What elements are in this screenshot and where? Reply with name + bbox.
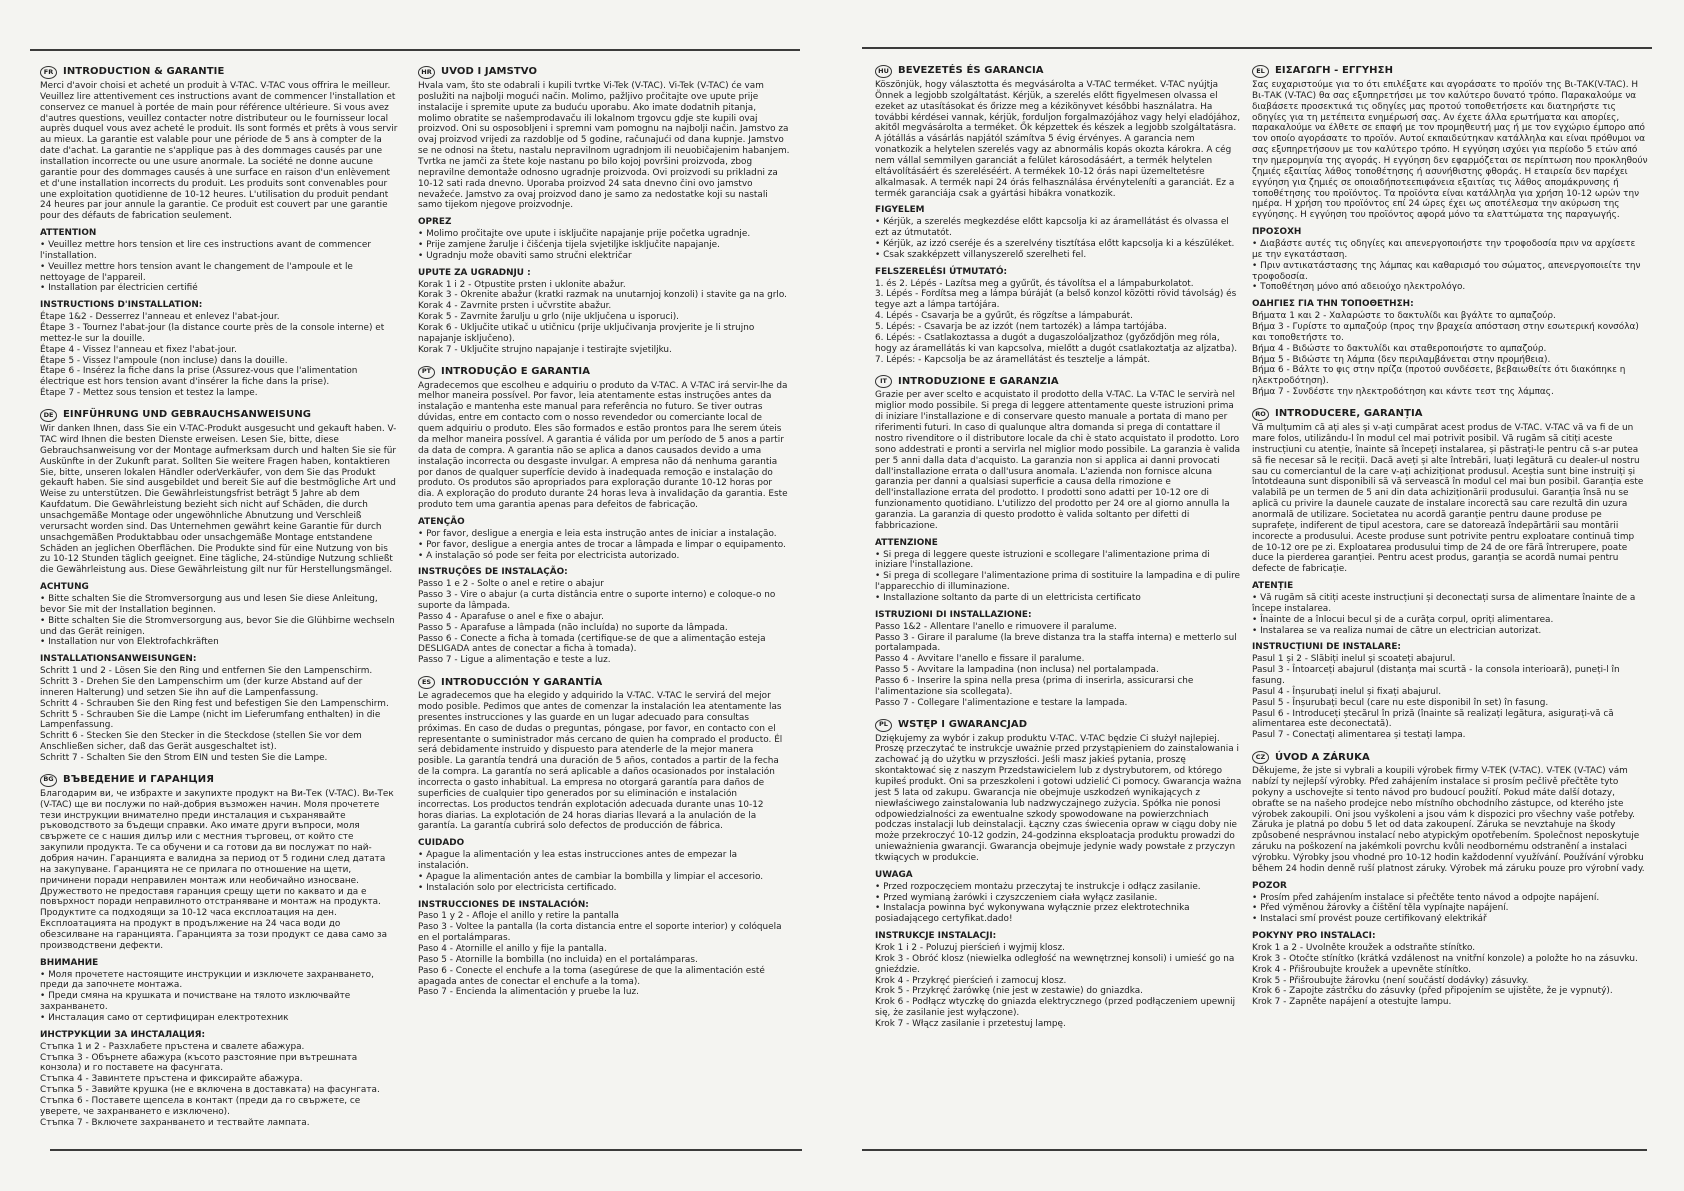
installation-step: Βήμα 4 - Βιδώστε το δακτυλίδι και σταθεροποιήστε το αμπαζούρ. bbox=[1252, 343, 1547, 354]
installation-steps bbox=[1252, 943, 1648, 1008]
warning-heading: ΠΡΟΣΟΧΗ bbox=[1252, 227, 1302, 238]
warning-item: • Instalarea se va realiza numai de către un electrician autorizat. bbox=[1252, 626, 1648, 637]
installation-step: Étape 7 - Mettez sous tension et testez la lampe. bbox=[40, 388, 258, 399]
intro-paragraph: Σας ευχαριστούμε για το ότι επιλέξατε και αγοράσατε το προϊόν της Βι-ΤΑΚ(V-TAC). Η Βι-ΤΑΚ (V-TAC) θα σας εξυπηρετήσει με τον καλύτερο δυνατό τρόπο. Παρακαλούμε να διαβάσετε προσεκτικά τις οδηγίες μας προτού τοποθετήσετε και διατηρήστε τις οδηγίες για τη μετέπειτα ενημέρωσή σας. Αν έχετε άλλα ερωτήματα και απορίες, παρακαλούμε να έλθετε σε επαφή με τον προμηθευτή μας ή με τον εγχώριο έμπορο από τον οποίο αγοράσατε το προϊόν. Αυτοί εκπαιδεύτηκαν κατάλληλα και είναι πρόθυμοι να σας εξυπηρετήσουν με τον καλύτερο τρόπο. Η εγγύηση ισχύει για περίοδο 5 ετών από την ημερομηνία της αγοράς. Η εγγύηση δεν εφαρμόζεται σε περίπτωση που προκληθούν ζημιές εξαιτίας λάθος τοποθέτησης ή ασυνήθιστης φθοράς. Η εταιρεία δεν παρέχει εγγύηση για ζημιές σε οποιαδήποτεεπιφάνεια εξαιτίας τις λάθος απομάκρυνσης ή τοποθέτησης του προϊόντος. Τα προϊόντα είναι κατάλληλα για χρήση 10-12 ωρών την ημέρα. Η χρήση του προϊόντος επί 24 ώρες έχει ως αποτέλεσμα την ακύρωση της εγγύησης. Η εγγύηση του προϊόντος αφορά μόνο τα ελαττώματα της παραγωγής. bbox=[1252, 80, 1648, 221]
intro-paragraph: Merci d'avoir choisi et acheté un produit à V-TAC. V-TAC vous offrira le meilleur. Veuillez lire attentivement ces instructions avant de commencer l'installation et conservez ce manuel à portée de main pour référence ultérieure. Si vous avez d'autres questions, veuillez contacter notre distributeur ou le fournisseur local auprès duquel vous avez acheté le produit. Ils sont formés et prêts à vous servir au mieux. La garantie est valable pour une période de 5 ans à compter de la date d'achat. La garantie ne s'applique pas à des dommages causés par une installation incorrecte ou une usure anormale. La société ne donne aucune garantie pour des dommages causés à une surface en raison d'un enlèvement et d'une installation incorrects du produit. Les produits sont convenables pour une exploitation quotidienne de 10-12 heures. L'utilisation du produit pendant 24 heures par jour annule la garantie. Ce produit est couvert par une garantie pour des défauts de fabrication seulement. bbox=[40, 81, 398, 222]
warning-item: • A instalação só pode ser feita por electricista autorizado. bbox=[418, 551, 790, 562]
section-header bbox=[418, 366, 790, 379]
installation-heading: INSTRUKCJE INSTALACJI: bbox=[875, 931, 997, 942]
installation-step: Βήμα 6 - Βάλτε το φις στην πρίζα (προτού συνδέσετε, βεβαιωθείτε ότι διακόπηκε η ηλεκτροδότηση). bbox=[1252, 365, 1626, 387]
warning-item: • Prosím před zahájením instalace si přečtěte tento návod a odpojte napájení. bbox=[1252, 893, 1648, 904]
installation-step: Pasul 3 - Întoarceți abajurul (distanța mai scurtă - la consola interioară), puneți-l în fasung. bbox=[1252, 665, 1620, 686]
installation-step: Krok 4 - Przykręć pierścień i zamocuj klosz. bbox=[875, 975, 1067, 986]
warning-item: • Przed wymianą żarówki i czyszczeniem ciała wyłącz zasilanie. bbox=[875, 893, 1243, 904]
intro-paragraph: Agradecemos que escolheu e adquiriu o produto da V-TAC. A V-TAC irá servir-lhe da melhor maneira possível. Por favor, leia atentamente estas instruções antes da instalação e mantenha este manual para referência no futuro. Se tiver outras dúvidas, entre em contacto com o nosso revendedor ou comerciante local de quem adquiriu o produto. Eles são formados e estão prontos para lhe serem úteis da melhor maneira possível. A garantia é válida por um período de 5 anos a partir da data de compra. A garantia não se aplica a danos causados devido a uma instalação incorrecta ou desgaste invulgar. A empresa não dá nenhuma garantia por danos de qualquer superfície devido à inadequada remoção e instalação do produto. Os produtos são apropriados para exploração durante 10-12 horas por dia. A exploração do produto durante 24 horas leva à invalidação da garantia. Este produto tem uma garantia apenas para defeitos de fabricação. bbox=[418, 380, 788, 511]
installation-heading: ΟΔΗΓΙΕΣ ΓΙΑ ΤΗΝ ΤΟΠΟΘΕΤΗΣΗ: bbox=[1252, 299, 1414, 310]
installation-step: 1. és 2. Lépés - Lazítsa meg a gyűrűt, és távolítsa el a lámpaburkolatot. bbox=[875, 278, 1194, 289]
installation-step: Schritt 3 - Drehen Sie den Lampenschirm um (der kurze Abstand auf der inneren Halterung) und setzen Sie ihn auf die Lampenfassung. bbox=[40, 676, 363, 698]
section-header bbox=[418, 66, 790, 79]
installation-step: Paso 4 - Atornille el anillo y fije la pantalla. bbox=[418, 944, 607, 955]
section-es bbox=[418, 676, 790, 998]
section-header bbox=[1252, 408, 1648, 421]
installation-step: Paso 1 y 2 - Afloje el anillo y retire la pantalla bbox=[418, 911, 619, 922]
installation-step: Βήμα 5 - Βιδώστε τη λάμπα (δεν περιλαμβάνεται στην προμήθεια). bbox=[1252, 354, 1551, 365]
warning-heading: ACHTUNG bbox=[40, 582, 89, 593]
language-code-badge: IT bbox=[875, 375, 892, 388]
warning-item: • Моля прочетете настоящите инструкции и изключете захранването, преди да започнете монтажа. bbox=[40, 970, 398, 992]
section-title: ВЪВЕДЕНИЕ И ГАРАНЦИЯ bbox=[63, 774, 215, 786]
installation-step: Βήμα 7 - Συνδέστε την ηλεκτροδότηση και κάντε τεστ της λάμπας. bbox=[1252, 387, 1554, 398]
section-header bbox=[40, 409, 398, 422]
warning-item: • Por favor, desligue a energia antes de trocar a lâmpada e limpar o equipamento. bbox=[418, 540, 790, 551]
section-bg bbox=[40, 774, 398, 1129]
column-4 bbox=[1252, 65, 1648, 1018]
installation-step: Passo 1 e 2 - Solte o anel e retire o abajur bbox=[418, 579, 604, 590]
section-header bbox=[418, 676, 790, 689]
installation-step: Paso 5 - Atornille la bombilla (no incluida) en el portalámparas. bbox=[418, 954, 698, 965]
installation-step: Passo 3 - Girare il paralume (la breve distanza tra la staffa interna) e metterlo sul portalampada. bbox=[875, 632, 1237, 654]
warning-item: • Kérjük, a szerelés megkezdése előtt kapcsolja ki az áramellátást és olvassa el ezt az útmutatót. bbox=[875, 217, 1243, 239]
warning-item: • Apague la alimentación antes de cambiar la bombilla y limpiar el accesorio. bbox=[418, 872, 790, 883]
installation-step: Krok 3 - Obróć klosz (niewielka odległość na wewnętrznej konsoli) i umieść go na gnieździe. bbox=[875, 953, 1235, 975]
warning-list bbox=[40, 970, 398, 1024]
installation-heading: ИНСТРУКЦИИ ЗА ИНСТАЛАЦИЯ: bbox=[40, 1029, 206, 1040]
warning-item: • Apague la alimentación y lea estas instrucciones antes de empezar la instalación. bbox=[418, 850, 790, 872]
warning-item: • Instalaci smí provést pouze certifikovaný elektrikář bbox=[1252, 914, 1648, 925]
section-pl bbox=[875, 719, 1243, 1030]
installation-step: Passo 5 - Avvitare la lampadina (non inclusa) nel portalampada. bbox=[875, 665, 1159, 676]
installation-step: Стъпка 5 - Завийте крушка (не е включена в доставката) на фасунгата. bbox=[40, 1085, 380, 1096]
bottom-rule-right bbox=[862, 1149, 1647, 1151]
installation-step: Korak 5 - Zavrnite žarulju u grlo (nije uključena u isporuci). bbox=[418, 312, 680, 323]
warning-item: • Înainte de a înlocui becul și de a curăța corpul, opriți alimentarea. bbox=[1252, 615, 1648, 626]
warning-list bbox=[40, 594, 398, 648]
intro-paragraph: Wir danken Ihnen, dass Sie ein V-TAC-Produkt ausgesucht und gekauft haben. V-TAC wird Ihnen die besten Dienste erweisen. Lesen Sie, bitte, diese Gebrauchsanweisung vor der Montage aufmerksam durch und halten Sie sie für Auskünfte in der Zukunft parat. Sollten Sie weitere Fragen haben, kontaktieren Sie, bitte, unseren lokalen Händler oderVerkäufer, von dem Sie das Produkt gekauft haben. Sie sind ausgebildet und bereit Sie auf die bestmögliche Art und Weise zu unterstützen. Die Gewährleistungsfrist beträgt 5 Jahre ab dem Kaufdatum. Die Gewährleistung bezieht sich nicht auf Schäden, die durch unsachgemäße Montage oder ungewöhnliche Abnutzung und Verschleiß verursacht worden sind. Das Unternehmen gewährt keine Garantie für durch unsachgemäßen Produktabbau oder unsachgemäße Montage entstandene Schäden an jeglichen Oberflächen. Die Produkte sind für eine Nutzung von bis zu 10-12 Stunden täglich geeignet. Eine tägliche, 24-stündige Nutzung schließt die Gewährleistung aus. Diese Gewährleistung gilt nur für Herstellungsmängel. bbox=[40, 424, 397, 576]
installation-heading: UPUTE ZA UGRADNJU : bbox=[418, 267, 531, 278]
warning-heading: ATTENTION bbox=[40, 228, 97, 239]
section-fr bbox=[40, 66, 398, 399]
installation-step: Passo 3 - Vire o abajur (a curta distância entre o suporte interno) e coloque-o no suporte da lâmpada. bbox=[418, 590, 776, 611]
section-el bbox=[1252, 65, 1648, 398]
installation-step: 6. Lépés: - Csatlakoztassa a dugót a dugaszolóaljzathoz (győződjön meg róla, hogy az áramellátás ki van kapcsolva, mielőtt a dugót csatlakoztatja az aljzatba). bbox=[875, 332, 1238, 354]
warning-item: • Molimo pročitajte ove upute i isključite napajanje prije početka ugradnje. bbox=[418, 229, 790, 240]
installation-step: Krok 7 - Zapněte napájení a otestujte lampu. bbox=[1252, 997, 1452, 1008]
warning-heading: ВНИМАНИЕ bbox=[40, 957, 99, 968]
section-title: INTRODUCCIÓN Y GARANTÍA bbox=[441, 676, 603, 688]
warning-list bbox=[875, 217, 1243, 260]
warning-heading: UWAGA bbox=[875, 869, 913, 880]
installation-step: Passo 7 - Ligue a alimentação e teste a luz. bbox=[418, 655, 611, 666]
installation-steps bbox=[418, 911, 790, 998]
installation-step: Krok 7 - Włącz zasilanie i przetestuj lampę. bbox=[875, 1019, 1066, 1030]
installation-step: Pasul 1 și 2 - Slăbiți inelul și scoateți abajurul. bbox=[1252, 654, 1456, 665]
warning-item: • Τοποθέτηση μόνο από αδειούχο ηλεκτρολόγο. bbox=[1252, 282, 1648, 293]
installation-step: Krok 5 - Przykręć żarówkę (nie jest w zestawie) do gniazdka. bbox=[875, 986, 1143, 997]
installation-heading: ISTRUZIONI DI INSTALLAZIONE: bbox=[875, 609, 1032, 620]
warning-item: • Csak szakképzett villanyszerelő szerelheti fel. bbox=[875, 250, 1243, 261]
installation-step: Étape 1&2 - Desserrez l'anneau et enlevez l'abat-jour. bbox=[40, 312, 280, 323]
language-code-badge: PT bbox=[418, 366, 435, 379]
column-2 bbox=[418, 66, 790, 1008]
intro-paragraph: Le agradecemos que ha elegido y adquirido la V-TAC. V-TAC le servirá del mejor modo posible. Pedimos que antes de comenzar la instalación lea atentamente las presentes instrucciones y las guarde en un lugar adecuado para consultas próximas. En caso de dudas o preguntas, póngase, por favor, en contacto con el representante o suministrador más cercano de quien ha comprado el producto. Él será debidamente instruido y dispuesto para atenderle de la mejor manera posible. La garantía tendrá una duración de 5 años, contados a partir de la fecha de la compra. La garantía no será aplicable a daños ocasionados por instalación incorrecta o gasto inhabitual. La empresa no otorgará garantía para daños de superficies de cualquier tipo generados por su eliminación e instalación incorrectas. Los productos tendrán explotación adecuada durante unas 10-12 horas diarias. La explotación de 24 horas diarias llevará a la anulación de la garantía. La garantía cubrirá solo defectos de producción de fábrica. bbox=[418, 691, 783, 832]
warning-list bbox=[875, 550, 1243, 604]
installation-step: Passo 4 - Aparafuse o anel e fixe o abajur. bbox=[418, 611, 604, 622]
installation-steps bbox=[875, 943, 1243, 1030]
warning-item: • Installation par électricien certifié bbox=[40, 283, 398, 294]
installation-steps bbox=[40, 666, 398, 764]
installation-step: Стъпка 1 и 2 - Разхлабете пръстена и свалете абажура. bbox=[40, 1041, 305, 1052]
installation-step: Krok 6 - Podłącz wtyczkę do gniazda elektrycznego (przed podłączeniem upewnij się, że zasilanie jest wyłączone). bbox=[875, 997, 1236, 1019]
installation-step: Schritt 7 - Schalten Sie den Strom EIN und testen Sie die Lampe. bbox=[40, 752, 328, 763]
installation-step: Paso 7 - Encienda la alimentación y pruebe la luz. bbox=[418, 987, 639, 998]
installation-step: Pasul 6 - Introduceți ștecărul în priză (înainte să realizați legătura, asigurați-vă că alimentarea este deconectată). bbox=[1252, 708, 1614, 730]
section-title: UVOD I JAMSTVO bbox=[441, 66, 538, 78]
section-title: ΕΙΣΑΓΩΓΗ - ΕΓΓΥΗΣΗ bbox=[1275, 65, 1394, 77]
warning-list bbox=[875, 882, 1243, 925]
installation-step: Étape 5 - Vissez l'ampoule (non incluse) dans la douille. bbox=[40, 355, 288, 366]
intro-paragraph: Hvala vam, što ste odabrali i kupili tvrtke Vi-Tek (V-TAC). Vi-Tek (V-TAC) će vam poslužiti na najbolji mogući način. Molimo, pažljivo pročitajte ove upute prije instalacije i spremite upute za buduću uporabu. Ako imate dodatnih pitanja, molimo obratite se našemprodavaču ili lokalnom trgovcu gdje ste kupili ovaj proizvod. Oni su osposobljeni i spremni vam pomognu na najbolji način. Jamstvo za ovaj proizvod vrijedi za razdoblje od 5 godine, računajući od dana kupnje. Jamstvo se ne odnosi na štetu, nastalu nepravilnom ugradnjom ili neuobičajenim habanjem. Tvrtka ne jamči za štete koje nastanu po bilo kojoj površini proizvoda, zbog nepravilne demontaže odnosno ugradnje proizvoda. Ovi proizvodi su prikladni za 10-12 sati rada dnevno. Uporaba proizvod 24 sata dnevno čini ovo jamstvo nevažeće. Jamstvo za ovaj proizvod dano je samo za nedostatke koji su nastali samo tijekom njegove proizvodnje. bbox=[418, 81, 790, 211]
installation-heading: FELSZERELÉSI ÚTMUTATÓ: bbox=[875, 266, 1008, 277]
installation-step: Pasul 4 - Înșurubați inelul și fixați abajurul. bbox=[1252, 686, 1442, 697]
section-header bbox=[1252, 65, 1648, 78]
language-code-badge: DE bbox=[40, 409, 57, 422]
installation-step: Βήμα 3 - Γυρίστε το αμπαζούρ (προς την βραχεία απόσταση στην εσωτερική κονσόλα) και τοποθετήστε το. bbox=[1252, 322, 1639, 343]
installation-step: 3. Lépés - Fordítsa meg a lámpa búráját (a belső konzol közötti rövid távolság) és tegye azt a lámpa tartójára. bbox=[875, 289, 1237, 311]
language-code-badge: FR bbox=[40, 66, 57, 79]
warning-item: • Por favor, desligue a energia e leia esta instrução antes de iniciar a instalação. bbox=[418, 529, 790, 540]
installation-step: Korak 3 - Okrenite abažur (kratki razmak na unutarnjoj konzoli) i stavite ga na grlo. bbox=[418, 290, 787, 301]
warning-item: • Инсталация само от сертифициран електротехник bbox=[40, 1013, 398, 1024]
installation-step: Schritt 6 - Stecken Sie den Stecker in die Steckdose (stellen Sie vor dem Anschließen sicher, daß das Gerät ausgeschaltet ist). bbox=[40, 731, 362, 753]
warning-item: • Bitte schalten Sie die Stromversorgung aus und lesen Sie diese Anleitung, bevor Sie mit der Installation beginnen. bbox=[40, 594, 398, 616]
installation-heading: INSTRUCCIONES DE INSTALACIÓN: bbox=[418, 899, 589, 910]
warning-heading: ATENÇÃO bbox=[418, 516, 465, 527]
warning-item: • Bitte schalten Sie die Stromversorgung aus, bevor Sie die Glühbirne wechseln und das Gerät reinigen. bbox=[40, 616, 398, 638]
section-title: BEVEZETÉS ÉS GARANCIA bbox=[898, 65, 1044, 77]
installation-step: Passo 6 - Conecte a ficha à tomada (certifique-se de que a alimentação esteja DESLIGADA antes de conectar a ficha à tomada). bbox=[418, 633, 766, 655]
installation-steps bbox=[1252, 311, 1648, 398]
installation-heading: POKYNY PRO INSTALACI: bbox=[1252, 931, 1376, 942]
section-title: WSTĘP I GWARANCJAD bbox=[898, 718, 1028, 730]
warning-list bbox=[1252, 239, 1648, 293]
section-header bbox=[875, 65, 1243, 78]
language-code-badge: ES bbox=[418, 676, 435, 689]
installation-heading: INSTRUCȚIUNI DE INSTALARE: bbox=[1252, 642, 1401, 653]
top-rule-right bbox=[862, 47, 1652, 49]
installation-steps bbox=[40, 312, 398, 399]
installation-step: Korak 4 - Zavrnite prsten i učvrstite abažur. bbox=[418, 301, 612, 312]
installation-step: Korak 1 i 2 - Otpustite prsten i uklonite abažur. bbox=[418, 279, 626, 290]
installation-step: Korak 7 - Uključite strujno napajanje i testirajte svjetiljku. bbox=[418, 344, 672, 355]
installation-heading: INSTRUÇÕES DE INSTALAÇÃO: bbox=[418, 567, 568, 578]
warning-heading: ATENȚIE bbox=[1252, 581, 1294, 592]
warning-item: • Installazione soltanto da parte di un elettricista certificato bbox=[875, 593, 1243, 604]
installation-step: Krok 5 - Přišroubujte žárovku (není součástí dodávky) zásuvky. bbox=[1252, 975, 1529, 986]
bottom-rule-left bbox=[50, 1149, 802, 1151]
installation-step: Korak 6 - Uključite utikač u utičnicu (prije uključivanja provjerite je li strujno napajanje isključeno). bbox=[418, 323, 755, 344]
warning-item: • Před výměnou žárovky a čištění těla vypínajte napájení. bbox=[1252, 903, 1648, 914]
warning-item: • Διαβάστε αυτές τις οδηγίες και απενεργοποιήστε την τροφοδοσία πριν να αρχίσετε με την εγκατάσταση. bbox=[1252, 239, 1648, 261]
language-code-badge: CZ bbox=[1252, 751, 1269, 764]
section-title: ÚVOD A ZÁRUKA bbox=[1275, 751, 1370, 763]
installation-step: Paso 3 - Voltee la pantalla (la corta distancia entre el soporte interior) y colóquela en el portalámparas. bbox=[418, 922, 782, 944]
section-title: EINFÜHRUNG UND GEBRAUCHSANWEISUNG bbox=[63, 409, 312, 421]
installation-steps bbox=[418, 280, 790, 356]
warning-list bbox=[418, 529, 790, 562]
language-code-badge: BG bbox=[40, 774, 57, 787]
section-ro bbox=[1252, 408, 1648, 741]
installation-step: Krok 4 - Přišroubujte kroužek a upevněte stínítko. bbox=[1252, 964, 1471, 975]
installation-step: Schritt 5 - Schrauben Sie die Lampe (nicht im Lieferumfang enthalten) in die Lampenfassung. bbox=[40, 709, 381, 731]
section-pt bbox=[418, 366, 790, 666]
warning-list bbox=[418, 229, 790, 262]
installation-step: Passo 6 - Inserire la spina nella presa (prima di inserirla, assicurarsi che l'alimentazione sia scollegata). bbox=[875, 675, 1194, 697]
section-title: INTRODUCTION & GARANTIE bbox=[63, 66, 225, 78]
installation-step: Passo 4 - Avvitare l'anello e fissare il paralume. bbox=[875, 654, 1085, 665]
installation-step: Pasul 5 - Înșurubați becul (care nu este disponibil în set) în fasung. bbox=[1252, 697, 1549, 708]
installation-step: Krok 1 i 2 - Poluzuj pierścień i wyjmij klosz. bbox=[875, 943, 1065, 954]
installation-step: Krok 6 - Zapojte zástrčku do zásuvky (před připojením se ujistěte, že je vypnutý). bbox=[1252, 986, 1613, 997]
section-header bbox=[875, 719, 1243, 732]
language-code-badge: EL bbox=[1252, 65, 1269, 78]
warning-heading: CUIDADO bbox=[418, 838, 465, 849]
warning-list bbox=[1252, 593, 1648, 636]
section-hr bbox=[418, 66, 790, 356]
installation-step: Passo 1&2 - Allentare l'anello e rimuovere il paralume. bbox=[875, 621, 1117, 632]
warning-item: • Instalacja powinna być wykonywana wyłącznie przez elektrotechnika posiadającego certyfikat.dado! bbox=[875, 903, 1243, 925]
installation-step: Passo 5 - Aparafuse a lâmpada (não incluída) no suporte da lâmpada. bbox=[418, 622, 728, 633]
installation-step: Стъпка 4 - Завинтете пръстена и фиксирайте абажура. bbox=[40, 1074, 303, 1085]
warning-list bbox=[40, 240, 398, 294]
installation-steps bbox=[40, 1042, 398, 1129]
intro-paragraph: Grazie per aver scelto e acquistato il prodotto della V-TAC. La V-TAC le servirà nel miglior modo possibile. Si prega di leggere attentamente queste istruzioni prima di iniziare l'installazione e di conservare questo manuale a portata di mano per riferimenti futuri. In caso di qualunque altra domanda si prega di contattare il nostro rivenditore o il distributore locale da chi è stato acquistato il prodotto. Loro sono addestrati e pronti a servirla nel miglior modo possibile. La garanzia è valida per 5 anni dalla data d'acquisto. La garanzia non si applica ai danni provocati dall'installazione errata o dall'usura anomala. L'azienda non fornisce alcuna garanzia per danni a qualsiasi superficie a causa della rimozione e dell'installazione errata del prodotto. I prodotti sono adatti per 10-12 ore di funzionamento quotidiano. L'utilizzo del prodotto per 24 ore al giorno annulla la garanzia. La garanzia di questo prodotto è valida soltanto per difetti di fabbricazione. bbox=[875, 390, 1241, 531]
installation-step: Стъпка 7 - Включете захранването и тествайте лампата. bbox=[40, 1117, 310, 1128]
section-title: INTRODUÇÃO E GARANTIA bbox=[441, 366, 591, 378]
warning-list bbox=[418, 850, 790, 893]
installation-step: 4. Lépés - Csavarja be a gyűrűt, és rögzítse a lámpaburát. bbox=[875, 311, 1133, 322]
warning-heading: OPREZ bbox=[418, 217, 452, 228]
installation-step: 5. Lépés: - Csavarja be az izzót (nem tartozék) a lámpa tartójába. bbox=[875, 322, 1167, 333]
intro-paragraph: Dziękujemy za wybór i zakup produktu V-TAC. V-TAC będzie Ci służył najlepiej. Proszę przeczytać te instrukcje uważnie przed przystąpieniem do zainstalowania i zachować ją do użytku w przyszłości. Jeśli masz jakieś pytania, proszę skontaktować się z naszym Przedstawicielem lub z dystrybutorem, od którego kupiłeś produkt. Oni sa przeszkoleni i gotowi udzielić Ci pomocy. Gwarancja ważna jest 5 lata od zakupu. Gwarancja nie obejmuje uszkodzeń wynikających z niewłaściwego zainstalowania lub nadzwyczajnego zużycia. Spółka nie ponosi odpowiedzialności za ewentualne szkody spowodowane na powierzchniach podczas instalacji lub deinstalacji. Łączny czas świecenia opraw w ciągu doby nie może przekroczyć 10-12 godzin, 24-godzinna eksploatacja produktu prowadzi do unieważnienia gwarancji. Gwarancja obejmuje jedynie wady powstałe z przyczyn tkwiących w produkcie. bbox=[875, 733, 1242, 863]
warning-item: • Ugradnju može obaviti samo stručni električar bbox=[418, 251, 790, 262]
warning-item: • Veuillez mettre hors tension avant le changement de l'ampoule et le nettoyage de l'appareil. bbox=[40, 262, 398, 284]
warning-item: • Kérjük, az izzó cseréje és a szerelvény tisztítása előtt kapcsolja ki a készüléket. bbox=[875, 239, 1243, 250]
warning-heading: POZOR bbox=[1252, 880, 1287, 891]
installation-step: Стъпка 6 - Поставете щепсела в контакт (преди да го свържете, се уверете, че захранването е изключено). bbox=[40, 1096, 361, 1117]
warning-item: • Si prega di leggere queste istruzioni e scollegare l'alimentazione prima di iniziare l'installazione. bbox=[875, 550, 1243, 572]
section-title: INTRODUCERE, GARANȚIA bbox=[1275, 408, 1423, 420]
section-title: INTRODUZIONE E GARANZIA bbox=[898, 375, 1059, 387]
warning-item: • Prije zamjene žarulje i čišćenja tijela svjetiljke isključite napajanje. bbox=[418, 240, 790, 251]
language-code-badge: HU bbox=[875, 65, 892, 78]
installation-step: Стъпка 3 - Обърнете абажура (късото разстояние при вътрешната конзола) и го поставете на фасунгата. bbox=[40, 1052, 358, 1074]
intro-paragraph: Vă mulțumim că ați ales și v-ați cumpărat acest produs de V-TAC. V-TAC vă va fi de un mare folos, utilizându-l în modul cel mai potrivit posibil. Vă rugăm să citiți aceste instrucțiuni cu atenție, înainte să începeți instalarea, și păstrați-le pentru că s-ar putea să fie necesar să le reciții. Dacă aveți și alte întrebări, luați legătură cu dealer-ul nostru sau cu comerciantul de la care v-ați achiziționat produsul. Aceștia sunt bine instruiți și întotdeauna sunt disponibili să vă servească în modul cel mai bun posibil. Garanția este valabilă pe un termen de 5 ani din data achiziționării produsului. Garanția însă nu se aplică cu privire la daunele cauzate de instalare incorectă sau care rezultă din uzura anormală de utilizare. Societatea nu acordă garanție pentru daune produse pe suprafețe, indiferent de tipul acestora, care se datorează îndepărtării sau montării incorecte a produsului. Aceste produse sunt potrivite pentru exploatare continuă timp de 10-12 ore pe zi. Exploatarea produsului timp de 24 de ore fără întrerupere, poate duce la pierderea garanției. Pentru acest produs, garanția se acordă numai pentru defecte de fabricație. bbox=[1252, 423, 1644, 575]
installation-steps bbox=[875, 622, 1243, 709]
installation-step: Schritt 1 und 2 - Lösen Sie den Ring und entfernen Sie den Lampenschirm. bbox=[40, 666, 373, 677]
language-code-badge: HR bbox=[418, 66, 435, 79]
column-3 bbox=[875, 65, 1243, 1040]
installation-step: 7. Lépés: - Kapcsolja be az áramellátást és tesztelje a lámpát. bbox=[875, 354, 1151, 365]
section-header bbox=[875, 375, 1243, 388]
section-it bbox=[875, 375, 1243, 708]
warning-item: • Veuillez mettre hors tension et lire ces instructions avant de commencer l'installation. bbox=[40, 240, 398, 262]
section-hu bbox=[875, 65, 1243, 365]
warning-heading: FIGYELEM bbox=[875, 205, 925, 216]
warning-item: • Преди смяна на крушката и почистване на тялото изключвайте захранването. bbox=[40, 991, 398, 1013]
intro-paragraph: Děkujeme, že jste si vybrali a koupili výrobek firmy V-TEK (V-TAC). V-TEK (V-TAC) vám nabízí ty nejlepší výrobky. Před zahájením instalace si prosím pečlivě přečtěte tyto pokyny a uschovejte si tento návod pro budoucí použití. Pokud máte další dotazy, obraťte se na našeho prodejce nebo místního obchodního zástupce, od kterého jste výrobek zakoupili. Oni jsou vyškoleni a jsou vám k dispozici pro všechny vaše potřeby. Záruka je platná po dobu 5 let od data zakoupení. Záruka se nevztahuje na škody způsobené nesprávnou instalací nebo atypickým opotřebením. Společnost neposkytuje záruku na poškození na jakémkoli povrchu kvůli neodbornému odstranění a instalaci výrobku. Výrobky jsou vhodné pro 10-12 hodin každodenní využívání. Používání výrobku během 24 hodin denně ruší platnost záruky. Výrobek má záruku pouze pro výrobní vady. bbox=[1252, 766, 1645, 874]
installation-step: Schritt 4 - Schrauben Sie den Ring fest und befestigen Sie den Lampenschirm. bbox=[40, 698, 389, 709]
installation-step: Étape 6 - Insérez la fiche dans la prise (Assurez-vous que l'alimentation électrique est hors tension avant d'insérer la fiche dans la prise). bbox=[40, 366, 358, 388]
section-de bbox=[40, 409, 398, 764]
language-code-badge: PL bbox=[875, 719, 892, 732]
installation-step: Passo 7 - Collegare l'alimentazione e testare la lampada. bbox=[875, 697, 1128, 708]
intro-paragraph: Köszönjük, hogy választotta és megvásárolta a V-TAC terméket. V-TAC nyújtja Önnek a legjobb szolgáltatást. Kérjük, a szerelés előtt figyelmesen olvassa el ezeket az utasításokat és őrizze meg a kézikönyvet későbbi használatra. Ha további kérdései vannak, kérjük, forduljon forgalmazójához vagy helyi eladójához, akitől megvásárolta a terméket. Ők képzettek és készek a legjobb szolgáltatásra. A jótállás a vásárlás napjától számítva 5 évig érvényes. A garancia nem vonatkozik a helytelen szerelés vagy az abnormális kopás okozta károkra. A cég nem vállal semmilyen garanciát a felület károsodásáért, a termék helytelen eltávolításáért és szereléséért. A termékek 10-12 órás napi üzemeltetésre alkalmasak. A termék napi 24 órás felhasználása érvényteleníti a garanciát. Ez a termék garanciája csak a gyártási hibákra vonatkozik. bbox=[875, 80, 1241, 199]
warning-item: • Installation nur von Elektrofachkräften bbox=[40, 637, 398, 648]
installation-steps bbox=[875, 279, 1243, 366]
warning-list bbox=[1252, 893, 1648, 926]
language-code-badge: RO bbox=[1252, 408, 1269, 421]
intro-paragraph: Благодарим ви, че избрахте и закупихте продукт на Ви-Тек (V-TAC). Ви-Тек (V-TAC) ще ви послужи по най-добрия възможен начин. Моля прочетете тези инструкции внимателно преди инсталация и съхранявайте ръководството за бъдещи справки. Ако имате други въпроси, моля свържете се с нашия дилър или с местния търговец, от който сте закупили продукта. Те са обучени и са готови да ви послужат по най-добрия начин. Гаранцията е валидна за период от 5 години след датата на закупуване. Гаранцията не се прилага по отношение на щети, причинени поради неправилен монтаж или необичайно износване. Дружеството не предоставя гаранция срещу щети по каквато и да е повърхност поради неправилното отстраняване и монтаж на продукта. Продуктите са подходящи за 10-12 часа експлоатация на ден. Експлоатацията на продукт в продължение на 24 часа води до обезсилване на гаранцията. Гаранцията за този продукт се дава само за производствени дефекти. bbox=[40, 788, 394, 951]
warning-heading: ATTENZIONE bbox=[875, 537, 938, 548]
section-cz bbox=[1252, 751, 1648, 1008]
warning-item: • Πριν αντικατάστασης της λάμπας και καθαρισμό του σώματος, απενεργοποιείτε την τροφοδοσία. bbox=[1252, 261, 1648, 283]
installation-heading: INSTALLATIONSANWEISUNGEN: bbox=[40, 654, 197, 665]
warning-item: • Instalación solo por electricista certificado. bbox=[418, 883, 790, 894]
warning-item: • Si prega di scollegare l'alimentazione prima di sostituire la lampadina e di pulire l'apparecchio di illuminazione. bbox=[875, 571, 1243, 593]
installation-step: Krok 3 - Otočte stínítko (krátká vzdálenost na vnitřní konzole) a položte ho na zásuvku. bbox=[1252, 953, 1638, 964]
warning-item: • Vă rugăm să citiți aceste instrucțiuni și deconectați sursa de alimentare înainte de a începe instalarea. bbox=[1252, 593, 1648, 615]
section-header bbox=[1252, 751, 1648, 764]
top-rule-left bbox=[30, 49, 800, 51]
installation-step: Βήματα 1 και 2 - Χαλαρώστε το δακτυλίδι και βγάλτε το αμπαζούρ. bbox=[1252, 311, 1556, 322]
installation-heading: INSTRUCTIONS D'INSTALLATION: bbox=[40, 300, 203, 311]
installation-steps bbox=[1252, 654, 1648, 741]
section-header bbox=[40, 774, 398, 787]
installation-step: Paso 6 - Conecte el enchufe a la toma (asegúrese de que la alimentación esté apagada antes de conectar el enchufe a la toma). bbox=[418, 965, 765, 987]
section-header bbox=[40, 66, 398, 79]
installation-step: Étape 3 - Tournez l'abat-jour (la distance courte près de la console interne) et mettez-le sur la douille. bbox=[40, 323, 385, 344]
column-1 bbox=[40, 66, 398, 1139]
installation-step: Étape 4 - Vissez l'anneau et fixez l'abat-jour. bbox=[40, 344, 237, 355]
installation-step: Krok 1 a 2 - Uvolněte kroužek a odstraňte stínítko. bbox=[1252, 943, 1476, 954]
installation-step: Pasul 7 - Conectați alimentarea și testați lampa. bbox=[1252, 730, 1466, 741]
installation-steps bbox=[418, 579, 790, 666]
warning-item: • Przed rozpoczęciem montażu przeczytaj te instrukcje i odłącz zasilanie. bbox=[875, 882, 1243, 893]
